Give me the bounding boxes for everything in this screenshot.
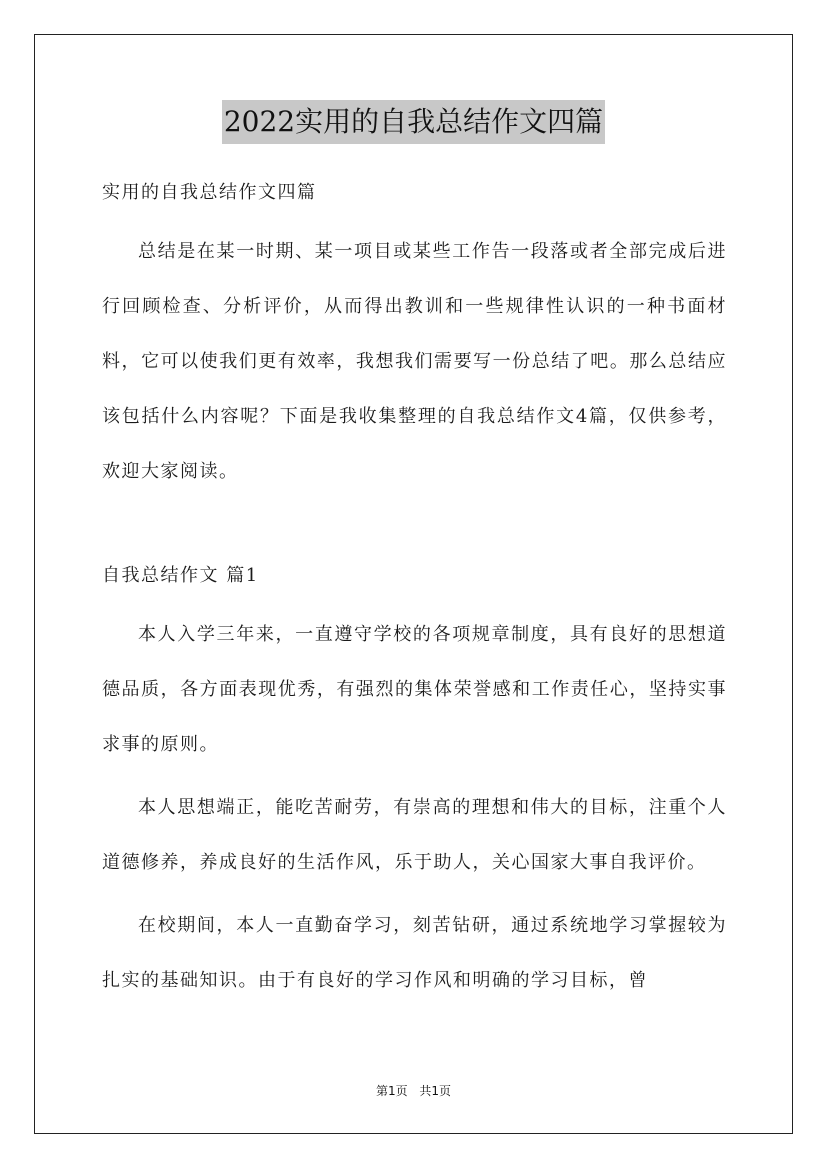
section-heading: 自我总结作文 篇1 bbox=[102, 565, 259, 586]
section-spacer bbox=[102, 499, 727, 529]
document-body bbox=[102, 170, 727, 1008]
document-subtitle: 实用的自我总结作文四篇 bbox=[102, 182, 317, 203]
body-paragraph-1: 本人入学三年来，一直遵守学校的各项规章制度，具有良好的思想道德品质，各方面表现优秀，有强烈的集体荣誉感和工作责任心，坚持实事求事的原则。 bbox=[102, 624, 727, 755]
intro-paragraph: 总结是在某一时期、某一项目或某些工作告一段落或者全部完成后进行回顾检查、分析评价，从而得出教训和一些规律性认识的一种书面材料，它可以使我们更有效率，我想我们需要写一份总结了吧。那么总结应该包括什么内容呢？下面是我收集整理的自我总结作文4篇，仅供参考，欢迎大家阅读。 bbox=[102, 241, 727, 482]
body-paragraph-2: 本人思想端正，能吃苦耐劳，有崇高的理想和伟大的目标，注重个人道德修养，养成良好的生活作风，乐于助人，关心国家大事自我评价。 bbox=[102, 797, 727, 873]
body-paragraph-3: 在校期间，本人一直勤奋学习，刻苦钻研，通过系统地学习掌握较为扎实的基础知识。由于有良好的学习作风和明确的学习目标，曾 bbox=[102, 915, 727, 991]
title-container bbox=[0, 100, 827, 144]
page-number: 第1页 bbox=[375, 1084, 408, 1098]
page-footer bbox=[0, 1082, 827, 1099]
page-total: 共1页 bbox=[419, 1084, 452, 1098]
document-title: 2022实用的自我总结作文四篇 bbox=[222, 100, 605, 144]
